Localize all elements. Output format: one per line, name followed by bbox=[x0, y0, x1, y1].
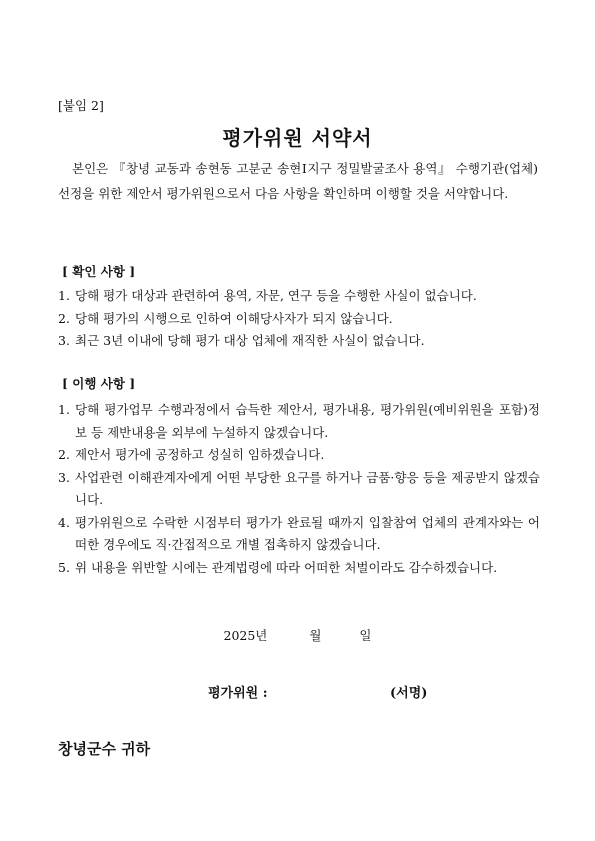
confirm-section-heading: [ 확인 사항 ] bbox=[62, 264, 136, 279]
list-item: 1. 당해 평가 대상과 관련하여 용역, 자문, 연구 등을 수행한 사실이 없습니다. bbox=[58, 288, 477, 303]
perform-list bbox=[58, 399, 540, 579]
evaluator-label: 평가위원 : bbox=[208, 686, 268, 701]
list-item: 5. 위 내용을 위반할 시에는 관계법령에 따라 어떠한 처벌이라도 감수하겠습니다. bbox=[58, 559, 498, 575]
list-item: 2. 당해 평가의 시행으로 인하여 이해당사자가 되지 않습니다. bbox=[58, 310, 393, 326]
date-year: 2025년 bbox=[223, 628, 268, 643]
document-title: 평가위원 서약서 bbox=[222, 126, 373, 150]
list-item: 1. 당해 평가업무 수행과정에서 습득한 제안서, 평가내용, 평가위원(예비위원을 포함)정보 등 제반내용을 외부에 누설하지 않겠습니다. bbox=[58, 402, 540, 440]
date-day: 일 bbox=[359, 628, 372, 643]
signature-label: (서명) bbox=[390, 686, 428, 701]
date-month: 월 bbox=[309, 628, 322, 643]
list-item: 2. 제안서 평가에 공정하고 성실히 임하겠습니다. bbox=[58, 447, 325, 462]
addressee: 창녕군수 귀하 bbox=[58, 740, 151, 758]
list-item: 4. 평가위원으로 수락한 시점부터 평가가 완료될 때까지 입찰참여 업체의 관계자와는 어떠한 경우에도 직·간접적으로 개별 접촉하지 않겠습니다. bbox=[58, 514, 540, 552]
confirm-list bbox=[58, 285, 540, 353]
intro-paragraph: 본인은 『창녕 교동과 송현동 고분군 송현Ⅰ지구 정밀발굴조사 용역』 수행기관(업체) 선정을 위한 제안서 평가위원으로서 다음 사항을 확인하며 이행할 것을 서약합니다. bbox=[58, 161, 538, 201]
perform-section-heading: [ 이행 사항 ] bbox=[62, 376, 136, 391]
list-item: 3. 사업관련 이해관계자에게 어떤 부당한 요구를 하거나 금품·향응 등을 제공받지 않겠습니다. bbox=[58, 469, 540, 507]
list-item: 3. 최근 3년 이내에 당해 평가 대상 업체에 재직한 사실이 없습니다. bbox=[58, 333, 425, 348]
date-line bbox=[0, 626, 595, 644]
attachment-label: [붙임 2] bbox=[58, 98, 104, 113]
